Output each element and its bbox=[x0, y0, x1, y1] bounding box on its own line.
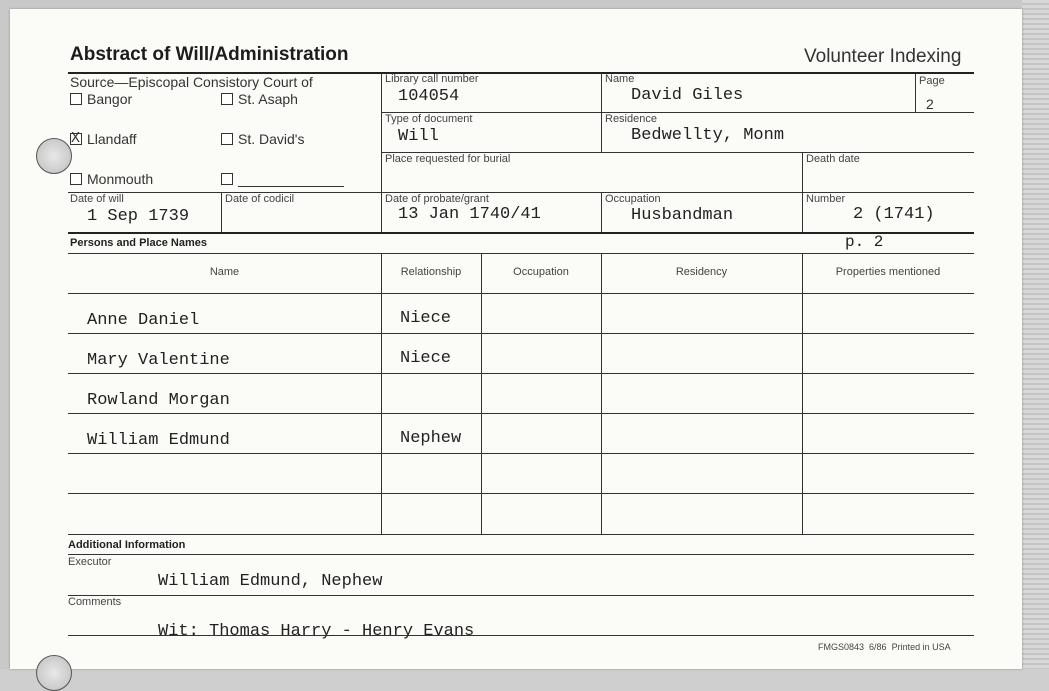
library-call-number-value[interactable]: 104054 bbox=[398, 87, 460, 106]
residence-label: Residence bbox=[605, 113, 657, 125]
source-option-other[interactable] bbox=[221, 171, 238, 187]
form-sheet bbox=[10, 9, 1022, 669]
column-header-properties: Properties mentioned bbox=[835, 266, 941, 278]
comments-value[interactable]: Wit: Thomas Harry - Henry Evans bbox=[158, 622, 475, 641]
grid-line bbox=[68, 453, 974, 454]
column-header-name: Name bbox=[209, 266, 240, 278]
grid-line bbox=[68, 595, 974, 596]
printed-note: Printed in USA bbox=[891, 642, 951, 652]
persons-section-title: Persons and Place Names bbox=[70, 237, 207, 249]
grid-line bbox=[68, 554, 974, 555]
source-option-llandaff[interactable]: X Llandaff bbox=[71, 130, 137, 147]
additional-section-title: Additional Information bbox=[68, 539, 186, 551]
checkbox-icon[interactable] bbox=[70, 173, 82, 185]
form-footer bbox=[818, 642, 951, 652]
name-label: Name bbox=[605, 73, 635, 85]
checkbox-icon[interactable] bbox=[221, 173, 233, 185]
occupation-label: Occupation bbox=[605, 193, 661, 205]
person-name-cell[interactable]: Mary Valentine bbox=[87, 351, 230, 370]
source-option-st-davids[interactable]: St. David's bbox=[221, 131, 304, 147]
page-value[interactable]: 2 bbox=[926, 96, 934, 112]
grid-line bbox=[601, 192, 602, 232]
source-option-bangor[interactable]: Bangor bbox=[70, 91, 132, 107]
burial-place-label: Place requested for burial bbox=[385, 153, 511, 165]
checkbox-icon[interactable] bbox=[70, 93, 82, 105]
library-call-number-label: Library call number bbox=[385, 73, 479, 85]
page-note: p. 2 bbox=[845, 233, 884, 251]
checkbox-icon[interactable] bbox=[221, 133, 233, 145]
grid-line bbox=[68, 253, 974, 254]
punch-hole-icon bbox=[36, 655, 72, 691]
checkbox-icon[interactable] bbox=[221, 93, 233, 105]
grid-line bbox=[68, 493, 974, 494]
person-relationship-cell[interactable]: Nephew bbox=[400, 429, 462, 448]
volunteer-indexing-label: Volunteer Indexing bbox=[804, 46, 962, 67]
person-name-cell[interactable]: Rowland Morgan bbox=[87, 391, 230, 410]
codicil-date-label: Date of codicil bbox=[225, 193, 295, 205]
probate-date-value[interactable]: 13 Jan 1740/41 bbox=[398, 205, 541, 224]
grid-line bbox=[221, 192, 222, 232]
grid-line bbox=[68, 413, 974, 414]
death-date-label: Death date bbox=[806, 153, 860, 165]
person-relationship-cell[interactable]: Niece bbox=[400, 309, 452, 328]
column-header-relationship: Relationship bbox=[400, 266, 462, 278]
grid-line bbox=[68, 232, 974, 234]
person-name-cell[interactable]: Anne Daniel bbox=[87, 311, 200, 330]
page-label: Page bbox=[919, 75, 945, 87]
column-header-occupation: Occupation bbox=[513, 266, 569, 278]
column-header-residency: Residency bbox=[675, 266, 728, 278]
source-option-st-asaph[interactable]: St. Asaph bbox=[221, 91, 298, 107]
number-value[interactable]: 2 (1741) bbox=[853, 205, 935, 224]
form-code: FMGS0843 bbox=[818, 642, 865, 652]
source-label: Source—Episcopal Consistory Court of bbox=[70, 74, 313, 90]
name-value[interactable]: David Giles bbox=[631, 86, 744, 105]
grid-line bbox=[915, 73, 916, 113]
grid-line bbox=[68, 293, 974, 294]
source-option-monmouth[interactable]: Monmouth bbox=[70, 171, 153, 187]
document-type-value[interactable]: Will bbox=[398, 127, 439, 146]
will-date-value[interactable]: 1 Sep 1739 bbox=[87, 207, 190, 226]
person-name-cell[interactable]: William Edmund bbox=[87, 431, 230, 450]
person-relationship-cell[interactable]: Niece bbox=[400, 349, 452, 368]
grid-line bbox=[68, 373, 974, 374]
grid-line bbox=[802, 253, 803, 534]
grid-line bbox=[68, 534, 974, 535]
grid-line bbox=[601, 253, 602, 534]
checkbox-icon[interactable]: X bbox=[71, 130, 81, 147]
executor-label: Executor bbox=[68, 556, 112, 568]
occupation-value[interactable]: Husbandman bbox=[631, 206, 734, 225]
form-title: Abstract of Will/Administration bbox=[70, 44, 349, 65]
comments-label: Comments bbox=[68, 596, 122, 608]
grid-line bbox=[68, 635, 974, 636]
grid-line bbox=[481, 253, 482, 534]
scan-edge-strip bbox=[1022, 0, 1049, 669]
probate-date-label: Date of probate/grant bbox=[385, 193, 489, 205]
other-source-blank bbox=[238, 186, 344, 187]
executor-value[interactable]: William Edmund, Nephew bbox=[158, 572, 383, 591]
number-label: Number bbox=[806, 193, 846, 205]
grid-line bbox=[381, 253, 382, 534]
punch-hole-icon bbox=[36, 138, 72, 174]
grid-line bbox=[68, 333, 974, 334]
document-type-label: Type of document bbox=[385, 113, 473, 125]
residence-value[interactable]: Bedwellty, Monm bbox=[631, 126, 785, 145]
form-date: 6/86 bbox=[869, 642, 887, 652]
will-date-label: Date of will bbox=[70, 193, 124, 205]
